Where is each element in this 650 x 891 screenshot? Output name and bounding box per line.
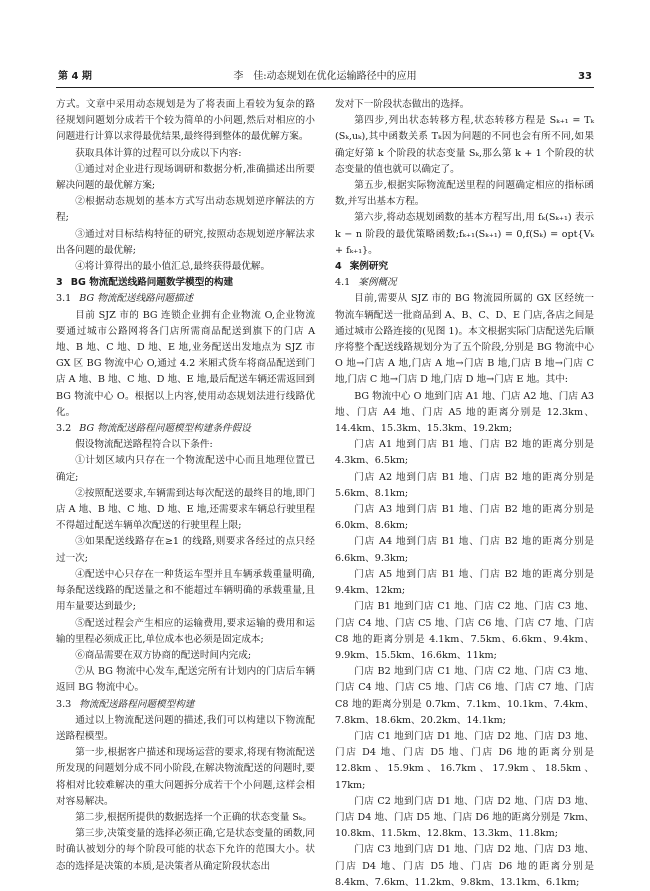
body-paragraph: 第一步,根据客户描述和现场运营的要求,将现有物流配送所发现的问题划分成不同小阶段,在解决物流配送的问题时,要将相对比较难解决的重大问题拆分成若干个小问题,这样会相对容易解决。 — [56, 747, 315, 807]
page-number: 33 — [578, 71, 592, 82]
body-paragraph: 第二步,根据所提供的数据选择一个正确的状态变量 Sₖ。 — [75, 811, 313, 823]
section-number: 4 — [335, 261, 342, 273]
section-heading — [335, 259, 594, 275]
body-paragraph: ①计划区域内只存在一个物流配送中心而且地理位置已确定; — [56, 455, 315, 483]
body-paragraph: 第六步,将动态规划函数的基本方程写出,用 fₖ(Sₖ₊₁) 表示 k − n 阶段的最优策略函数;fₖ₊₁(Sₖ₊₁) = 0,f(Sₖ) = opt{Vₖ + fₖ₊₁}。 — [335, 212, 594, 256]
right-column — [335, 97, 594, 888]
section-title: BG 物流配送线路问题数学模型的构建 — [70, 277, 234, 289]
body-paragraph: ⑦从 BG 物流中心发车,配送完所有计划内的门店后车辆返回 BG 物流中心。 — [56, 666, 315, 694]
body-paragraph: 门店 C2 地到门店 D1 地、门店 D2 地、门店 D3 地、门店 D4 地、门店 D5 地、门店 D6 地的距离分别是 7km、10.8km、11.5km、12.8km、13.3km、11.8km; — [335, 795, 594, 840]
body-paragraph: 门店 A4 地到门店 B1 地、门店 B2 地的距离分别是 6.6km、9.3km; — [335, 536, 594, 564]
body-paragraph: ②根据动态规划的基本方式写出动态规划逆序解法的方程; — [56, 196, 315, 224]
body-paragraph: 门店 B2 地到门店 C1 地、门店 C2 地、门店 C3 地、门店 C4 地、门店 C5 地、门店 C6 地、门店 C7 地、门店 C8 地的距离分别是 0.7km、7.1km、10.1km、7.4km、7.8km、18.6km、20.2km、14.1km; — [335, 666, 594, 726]
left-column — [56, 97, 315, 872]
body-paragraph: ②按照配送要求,车辆需到达每次配送的最终目的地,即门店 A 地、B 地、C 地、D 地、E 地,还需要求车辆总行驶里程不得超过配送车辆单次配送的行驶里程上限; — [56, 487, 315, 532]
body-paragraph: 门店 B1 地到门店 C1 地、门店 C2 地、门店 C3 地、门店 C4 地、门店 C5 地、门店 C6 地、门店 C7 地、门店 C8 地的距离分别是 4.1km、7.5km、6.6km、9.4km、9.9km、15.5km、16.6km、11km; — [335, 601, 594, 661]
issue-label: 第 4 期 — [58, 71, 92, 82]
body-paragraph: 发对下一阶段状态做出的选择。 — [335, 99, 470, 110]
running-title: 李 佳:动态规划在优化运输路径中的应用 — [233, 71, 417, 82]
body-paragraph: 通过以上物流配送问题的描述,我们可以构建以下物流配送路程模型。 — [56, 714, 315, 742]
body-paragraph: BG 物流中心 O 地到门店 A1 地、门店 A2 地、门店 A3 地、门店 A4 地、门店 A5 地的距离分别是 12.3km、14.4km、15.3km、15.3km、19.2km; — [335, 390, 594, 435]
body-paragraph: 门店 A2 地到门店 B1 地、门店 B2 地的距离分别是 5.6km、8.1km; — [335, 471, 594, 499]
body-paragraph: 获取具体计算的过程可以分成以下内容: — [75, 147, 242, 159]
subsection-heading — [56, 697, 315, 713]
body-paragraph: 第三步,决策变量的选择必须正确,它是状态变量的函数,同时确认被划分的每个阶段可能的状态下允许的范围大小。状态的选择是决策的本质,是决策者从确定阶段状态出 — [56, 828, 315, 872]
subsection-number: 3.2 — [56, 423, 72, 435]
body-paragraph: ⑤配送过程会产生相应的运输费用,要求运输的费用和运输的里程必须成正比,单位成本也必须是固定成本; — [56, 617, 315, 645]
subsection-heading — [56, 291, 315, 307]
body-paragraph: ①通过对企业进行现场调研和数据分析,准确描述出所要解决问题的最优解方案; — [56, 163, 315, 192]
body-paragraph: 第四步,列出状态转移方程,状态转移方程是 Sₖ₊₁ = Tₖ (Sₖ,uₖ),其中函数关系 Tₖ因为问题的不同也会有所不同,如果确定好第 k 个阶段的状态变量 Sₖ,那么第 k + 1 个阶段的状态变量的值也就可以确定了。 — [335, 115, 594, 175]
body-columns — [56, 97, 594, 888]
body-paragraph: 门店 C1 地到门店 D1 地、门店 D2 地、门店 D3 地、门店 D4 地、门店 D5 地、门店 D6 地的距离分别是 12.8km、15.9km、16.7km、17.9km、18.5km、17km; — [335, 730, 594, 791]
body-paragraph: ④配送中心只存在一种货运车型并且车辆承载重量明确,每条配送线路的配送量之和不能超过车辆明确的承载重量,且用车量要达到最少; — [56, 568, 315, 613]
subsection-number: 3.1 — [56, 293, 72, 305]
section-number: 3 — [56, 277, 63, 289]
section-title: 案例研究 — [349, 261, 389, 273]
body-paragraph: ⑥商品需要在双方协商的配送时间内完成; — [75, 649, 252, 661]
body-paragraph: 门店 A5 地到门店 B1 地、门店 B2 地的距离分别是 9.4km、12km; — [335, 568, 594, 597]
subsection-heading — [335, 275, 594, 291]
section-heading — [56, 275, 315, 291]
body-paragraph: 方式。文章中采用动态规划是为了将表面上看较为复杂的路径规划问题划分成若干个较为简单的小问题,然后对相应的小问题进行计算以求得最优结果,最终得到整体的最优解方案。 — [56, 99, 315, 143]
body-paragraph: 门店 C3 地到门店 D1 地、门店 D2 地、门店 D3 地、门店 D4 地、门店 D5 地、门店 D6 地的距离分别是 8.4km、7.6km、11.2km、9.8km、13.1km、6.1km; — [335, 844, 594, 888]
body-paragraph: ③如果配送线路存在≥1 的线路,则要求各经过的点只经过一次; — [56, 536, 315, 564]
running-header — [56, 70, 594, 86]
subsection-title: BG 物流配送线路问题描述 — [79, 293, 194, 305]
subsection-heading — [56, 421, 315, 437]
subsection-title: 案例概况 — [358, 277, 397, 289]
body-paragraph: 门店 A1 地到门店 B1 地、门店 B2 地的距离分别是 4.3km、6.5km; — [335, 439, 594, 467]
body-paragraph: ③通过对目标结构特征的研究,按照动态规划逆序解法求出各问题的最优解; — [56, 228, 315, 256]
subsection-number: 4.1 — [335, 277, 351, 289]
body-paragraph: 门店 A3 地到门店 B1 地、门店 B2 地的距离分别是 6.0km、8.6km; — [335, 504, 594, 532]
body-paragraph: 目前,需要从 SJZ 市的 BG 物流园所属的 GX 区经统一物流车辆配送一批商品到 A、B、C、D、E 门店,各店之间是通过城市公路连接的(见图 1)。本文根据实际门店配送先后顺序将整个配送线路规划分为了五个阶段,分别是 BG 物流中心 O 地→门店 A 地,门店 A 地→门店 B 地,门店 B 地→门店 C 地,门店 C 地→门店 D 地,门店 D 地→门店 E 地。其中: — [335, 293, 594, 386]
body-paragraph: 假设物流配送路程符合以下条件: — [75, 439, 213, 451]
body-paragraph: ④将计算得出的最小值汇总,最终获得最优解。 — [75, 261, 271, 273]
body-paragraph: 目前 SJZ 市的 BG 连锁企业拥有企业物流 O,企业物流要通过城市公路网将各门店所需商品配送到旗下的门店 A 地、B 地、C 地、D 地、E 地,业务配送出发地点为 SJZ 市 GX 区 BG 物流中心 O,通过 4.2 米厢式货车将商品配送到门店 A 地、B 地、C 地、D 地、E 地,最后配送车辆还需返回到 BG 物流中心 O。根据以上内容,使用动态规划法进行线路优化。 — [56, 309, 315, 418]
body-paragraph: 第五步,根据实际物流配送里程的问题确定相应的指标函数,并写出基本方程。 — [335, 180, 594, 208]
subsection-title: 物流配送路程问题模型构建 — [79, 698, 195, 710]
header-divider — [56, 87, 594, 88]
subsection-title: BG 物流配送路程问题模型构建条件假设 — [79, 423, 251, 435]
subsection-number: 3.3 — [56, 698, 72, 710]
